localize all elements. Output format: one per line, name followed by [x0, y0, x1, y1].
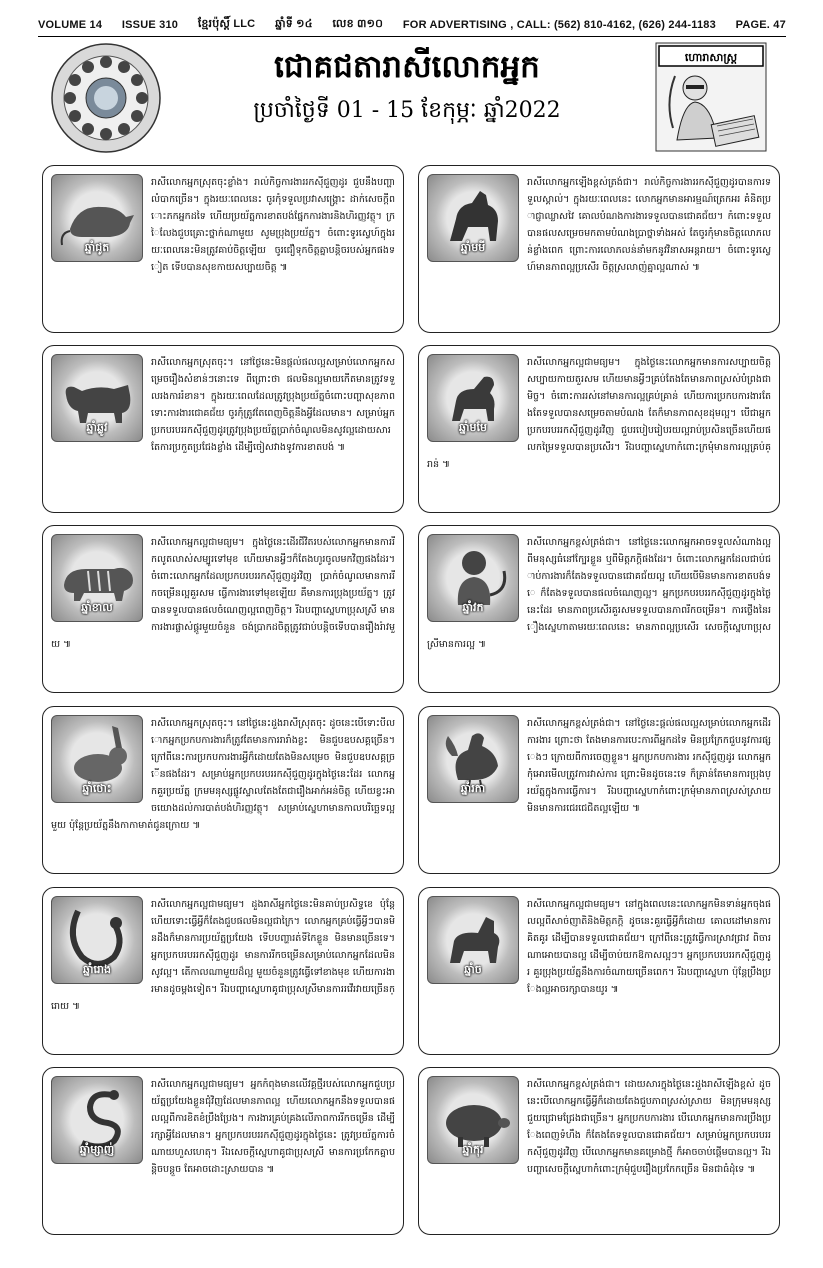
- horoscope-text: រាសីលោកអ្នកខ្ពស់ត្រង់ជា។ នៅថ្ងៃនេះលោកអ្នកអាចទទួលសំណាងល្អពីមនុស្សធំនៅក្បែរខ្លួន ឬពីមិត្តភក្តិផងដែរ។ ចំពោះលោកអ្នកដែលជាប់ជាប់ការងារក៏តែងទទួលបានជោគជ័យល្អ ហើយបើមិនមានការខាតបង់ទេ ក៏តែងទទួលបានផលចំណេញល្អ។ អ្នកប្រកបរបររកស៊ីជួញដូរក្នុងថ្ងៃនេះដែរ មានភាពប្រសើរគួរសមទទួលបានភាពរីកចម្រើន។ ការថ្លើងនៃរឿងស្នេហាតាមរយៈពេលនេះ មានភាពល្អប្រសើរ សេចក្ដីស្នេហាប្រុសស្រីមានការល្អ ៕: [427, 537, 771, 650]
- sign-name: ឆ្នាំខាល: [81, 601, 113, 614]
- sign-name: ឆ្នាំឆ្លូវ: [86, 421, 108, 434]
- title-block: [172, 44, 642, 128]
- sign-name: ឆ្នាំជូត: [84, 241, 110, 254]
- horoscope-card-rat: [42, 165, 404, 333]
- horoscope-card-tiger: [42, 525, 404, 693]
- sign-name: ឆ្នាំមមី: [460, 241, 486, 254]
- masthead-bar: [38, 14, 786, 37]
- horoscope-card-horse: [418, 165, 780, 333]
- advertising-contact: FOR ADVERTISING , CALL: (562) 810-4162, (626) 244-1183: [402, 19, 716, 31]
- horoscope-text: រាសីលោកអ្នកស្រុតចុះខ្លាំង។ រាល់កិច្ចការងាររកស៊ីជួញដូរ ជួបនឹងបញ្ហាលំបាកច្រើន។ ក្នុងរយៈពេលនេះ ចូរកុំទទួលប្រវាសង្គ្រោះ ដាក់សេចក្ដីពោះភកអ្នកដទៃ ហើយប្រយ័ត្នការខាតបង់ផ្នែកការងារនិងហិរញ្ញវត្ថុ។ ក្រៃលែងជួបគ្រោះថ្នាក់ណាមួយ សូមប្រុងប្រយ័ត្ន។ ចំពោះទូរស្វេហ៍ក្នុងរយៈពេលនេះមិនត្រូវគាប់ចិត្តឡើយ ចូរជឿទុកចិត្តគ្នាបន្តិចរបស់អ្នកផងទៀត ទើបបានសុខកាយសប្បាយចិត្ត ៕: [151, 177, 395, 273]
- astrologer-illustration: [655, 42, 767, 152]
- horoscope-card-dog: [418, 887, 780, 1055]
- zodiac-wheel-icon: [50, 42, 162, 154]
- pig-icon: [427, 1076, 519, 1164]
- horoscope-card-ox: [42, 345, 404, 513]
- sign-name: ឆ្នាំមមែ: [459, 421, 487, 434]
- sign-name: ឆ្នាំថោះ: [82, 782, 112, 795]
- horoscope-text: រាសីលោកអ្នកល្អជាមធ្យម។ អ្នកកំពុងមានលើវគ្គថ្មីរបស់លោកអ្នកជួបប្រយ័ត្នប្រយែងខ្លួនជុំវិញដែលមានភាពល្អ ហើយលោកអ្នកនឹងទទួលបានផលល្អពីការខិតខំប្រឹងប្រែង។ ការងារគ្រប់គ្រងលើភាពការរីកចម្រើន ដើម្បីរក្សាអ្វីដែលមាន។ អ្នកប្រកបរបររកស៊ីជួញដូរក្នុងថ្ងៃនេះ ត្រូវប្រយ័ត្នការចំណាយហួសហេតុ។ រីឯសេចក្ដីស្នេហាគូជាប្រុសស្រី មានការប្រកែកគ្នាបន្តិចបន្តួច តែអាចដោះស្រាយបាន ៕: [151, 1079, 395, 1175]
- horoscope-card-dragon: [42, 887, 404, 1055]
- brand-label: ខ្មែរប៉ុស្ដិ៍ LLC: [197, 18, 256, 30]
- horse-icon: [427, 174, 519, 262]
- tiger-icon: [51, 534, 143, 622]
- horoscope-text: រាសីលោកអ្នកស្រុតចុះ។ នៅថ្ងៃនេះដួងរាសីស្រុតចុះ ដូចនេះបើទោះបីលោកអ្នកប្រកបការងារក៏ត្រូវតែមានការរារាំងខ្លះ មិនជួបឧបសគ្គច្រើន។ ក្រៅពីនេះការប្រកបការងារអ្វីក៏ដោយតែងមិនសម្រេច មិនជួបឧបសគ្គច្រើនផងដែរ។ សម្រាប់អ្នកប្រកបរបររកស៊ីជួញដូរក្នុងថ្ងៃនេះដែរ លោកអ្នកគួរប្រយ័ត្ន ក្រមមនុស្សផ្លូវស្ទាលតែងតែជារឿងអាក់អន់ចិត្ត ហើយខ្វះអាចយោងដល់ការបាត់បង់ហិរញ្ញវត្ថុ។ សម្រាប់ស្នេហាមានកាលបរិច្ឆេទល្អមួយ ប៉ុន្តែប្រយ័ត្ននឹងកាកាមាត់ជូនក្រោយ ៕: [51, 718, 395, 831]
- volume-label: VOLUME 14: [38, 19, 103, 31]
- issue-kh-label: លេខ ៣១០: [332, 18, 384, 30]
- horoscope-text: រាសីលោកអ្នកខ្ពស់ត្រង់ជា។ នៅថ្ងៃនេះផ្ដល់ផលល្អសម្រាប់លោកអ្នកដើរការងារ ព្រោះថា តែងមានការបេះការពីអ្នកដទៃ មិនប្រក្រែកជួបនូវការផ្សេងៗ ក្រោយពីការចេញខ្លួន។ អ្នកប្រកបការងារ រកស៊ីជួញដូរ លោកអ្នកកុំអោរមើលត្រូវការវាស់ការ ព្រោះមិនដូចនេះទេ ក៏គ្រាន់តែមានការប្រុងប្រយ័ត្នក្នុងការធ្វើការ។ រីឯបញ្ហាស្នេហាកំពោះក្រមុំមានភាពស្រស់ស្រាយ មិនមានការជេរជេជិតល្អឡើយ ៕: [527, 718, 771, 814]
- horoscope-text: រាសីលោកអ្នកល្អជាមធ្យម។ ក្នុងថ្ងៃនេះដើរជីវិតរបស់លោកអ្នកមានការរីកលូតលាស់សម្បូរទៅមុខ ហើយមានអ្វីៗក៏តែងហូរចូលមកវិញផងដែរ។ ចំពោះលោកអ្នកដែលប្រកបរបររកស៊ីជួញដូរវិញ ប្រាក់ចំណូលមានការរីកចម្រើនល្អគួរសម ធ្វើការងារទៅមុខឡើយ គឺមានការប្រុងប្រយ័ត្ន។ ត្រូវបានទទួលបានផលចំណេញល្អពេញចិត្ត។ រីឯបញ្ហាស្នេហាប្រុសស្រី មានការងារផ្លាស់ផ្ដូរមួយចំនួន ចង់ប្រាកដចិត្តត្រូវជាប់បន្តិចទើបបានរឿងរ៉ាវមួយ ៕: [51, 537, 395, 650]
- horoscope-card-monkey: [418, 525, 780, 693]
- horoscope-text: រាសីលោកអ្នកល្អជាមធ្យម។ នៅក្នុងពេលនេះលោកអ្នកមិនទាន់អ្នកចុងផលល្អពីសាច់ញាតិនិងមិត្តភក្តិ ដូចនេះគួរធ្វើអ្វីក៏ដោយ គោលដៅមានការគិតគូរ ដើម្បីបានទទួលជោគជ័យ។ ក្រៅពីនេះត្រូវធ្វើការស្រាវជ្រាវ ពិចារណាអោយបានល្អ ដើម្បីចាប់យកឱកាសល្អៗ។ អ្នកប្រកបរបររកស៊ីជួញដូរ គួរប្រុងប្រយ័ត្ននឹងការចំណាយច្រើនពេក។ រីឯបញ្ហាស្នេហា ប៉ុន្តែប្រឹងប្រែងល្អអាចរក្សាបានយូរ ៕: [527, 899, 771, 995]
- horoscope-text: រាសីលោកអ្នកស្រុតចុះ។ នៅថ្ងៃនេះមិនផ្ដល់ផលល្អសម្រាប់លោកអ្នកសម្រេចរឿងសំខាន់ៗនោះទេ ពីព្រោះថា ផលមិនល្អមាយកើតមានត្រូវទទួលរងការរំខាន។ ក្នុងរយៈពេលដែលត្រូវប្រុងប្រយ័ត្នចំពោះបញ្ហាសុខភាព ទោះការងារជោគជ័យ ចូរកុំត្រូវតែពេញចិត្តនឹងអ្វីដែលមាន។ សម្រាប់អ្នកប្រកបរបររកស៊ីជួញដូរត្រូវប្រុងប្រយ័ត្នប្រាក់ចំណូលមិនសូវល្អដោយសារតែការប្រកួតប្រជែងខ្លាំង ដើម្បីចៀសវាងទូវការខាតបង់ ៕: [151, 357, 395, 453]
- horoscope-text: រាសីលោកអ្នកឡើងខ្ពស់ត្រង់ជា។ រាល់កិច្ចការងាររកស៊ីជួញដូរបានការទទួលស្គាល់។ ក្នុងរយៈពេលនេះ លោកអ្នកមានអារម្មណ៍ត្រេកអរ គំនិតប្រាជ្ញាឈ្លាសវៃ គោលបំណងការងារទទួលបានជោគជ័យ។ កំពោះទទួលបានផលសម្រេចមកតាមបំណងប្រាថ្នាទាំងអស់ តែចូរកុំមានចិត្តលោភលន់ខ្លាំងពេក ព្រោះការលោភលន់នាំមកនូវវិនាសអន្តរាយ។ ចំពោះទូរស្វេហ៍មានភាពល្អប្រសើរ ចិត្តស្រលាញ់គ្នាល្អណាស់ ៕: [527, 177, 771, 273]
- dog-icon: [427, 896, 519, 984]
- sign-name: ឆ្នាំច: [464, 963, 482, 976]
- volume-kh-label: ឆ្នាំទី ១៤: [275, 18, 313, 30]
- page-number: PAGE. 47: [735, 19, 786, 31]
- rat-icon: [51, 174, 143, 262]
- horoscope-card-rabbit: [42, 706, 404, 874]
- horoscope-card-rooster: [418, 706, 780, 874]
- horoscope-card-snake: [42, 1067, 404, 1235]
- page-subtitle: ប្រចាំថ្ងៃទី 01 - 15 ខែកុម្ភៈ ឆ្នាំ2022: [253, 98, 561, 123]
- rabbit-icon: [51, 715, 143, 803]
- rooster-icon: [427, 715, 519, 803]
- monkey-icon: [427, 534, 519, 622]
- horoscope-card-goat: [418, 345, 780, 513]
- astrology-badge-text: ហោរាសាស្ត្រ: [684, 51, 738, 64]
- horoscope-text: រាសីលោកអ្នកខ្ពស់ត្រង់ជា។ ដោយសារក្នុងថ្ងៃនេះដួងរាសីឡើងខ្ពស់ ដូចនេះបើលោកអ្នកធ្វើអ្វីក៏ដោយតែងជួបភាពស្រស់ស្រាយ មិនក្រុមមនុស្សជួយជ្រោមជ្រែងជាច្រើន។ អ្នកប្រកបការងារ បើលោកអ្នកមានការប្រឹងប្រែងពេញទំហឹង ក៏តែងតែទទួលបានជោគជ័យ។ សម្រាប់អ្នកប្រកបរបររកស៊ីជួញដូរវិញ បើលោកអ្នកមានគម្រោងថ្មី ក៏អាចចាប់ផ្ដើមបានល្អ។ រីឯបញ្ហាសេចក្ដីស្នេហាកំពោះក្រមុំជួបរឿងប្រកែកច្រើន មិនជាធំដុំទេ ៕: [527, 1079, 771, 1175]
- sign-name: ឆ្នាំកុរ: [462, 1143, 484, 1156]
- horoscope-text: រាសីលោកអ្នកល្អជាមធ្យម។ ដួងរាសីអ្នកថ្ងៃនេះមិនគាប់ប្រសិទ្ធខេ ប៉ុន្តែហើយទោះធ្វើអ្វីក៏តែងជួបផលមិនល្អជាក្រៃ។ លោកអ្នកគ្រប់ធ្វើអ្វីៗបានមិនដឹងក៏មានការប្រយ័ត្នប្រយែង ទើបបញ្ហារត់ទីកៃខ្លួន មិនមានច្រើនទេ។ អ្នកប្រកបរបររកស៊ីជួញដូរ មានការរីកចម្រើនសម្រាប់លោកអ្នកដែលមិនសូវល្អ។ តើកាលណាមួយដ៏ល្អ មួយចំនួនត្រូវធ្វើទៅខាងមុខ ហើយការងារមានដូចម្ដងទៀត។ រីឯបញ្ហាស្នេហាគូជាប្រុសស្រីមានការរវើរវាយច្រើនក្រោយ ៕: [51, 899, 395, 1012]
- goat-icon: [427, 354, 519, 442]
- horoscope-grid: [40, 163, 784, 1255]
- sign-name: ឆ្នាំរោង: [83, 963, 111, 976]
- page-title: ជោគជតារាសីលោកអ្នក: [274, 49, 540, 85]
- dragon-icon: [51, 896, 143, 984]
- horoscope-card-pig: [418, 1067, 780, 1235]
- horoscope-text: រាសីលោកអ្នកល្អជាមធ្យម។ ក្នុងថ្ងៃនេះលោកអ្នកមានការសប្បាយចិត្ត សប្បាយកាយតួរសម ហើយមានអ្វីៗគ្រប់តែងតែមានភាពស្រស់បំព្រងជាមិច្ច។ ចំពោះការរស់នៅមានការល្អគ្រប់គ្រាន់ ហើយការប្រកបការងារតែងតែទទួលបានសម្រេចតាមបំណង តែក៏មានភាពសុខដុមល្អ។ បើជាអ្នកប្រកបរបររកស៊ីជួញដូរវិញ ជួបរបៀបរៀបរយល្អរាប់ប្រសិនច្រើនហើយផលកម្រៃទទួលបានប្រសើរ។ រីឯបញ្ហាស្នេហាកំពោះក្រមុំមានការល្អគ្រប់គ្រាន់ ៕: [427, 357, 771, 470]
- snake-icon: [51, 1076, 143, 1164]
- issue-label: ISSUE 310: [121, 19, 179, 31]
- sign-name: ឆ្នាំវក: [462, 601, 484, 614]
- sign-name: ឆ្នាំម្សាញ់: [79, 1143, 115, 1156]
- ox-icon: [51, 354, 143, 442]
- sign-name: ឆ្នាំរកា: [460, 782, 486, 795]
